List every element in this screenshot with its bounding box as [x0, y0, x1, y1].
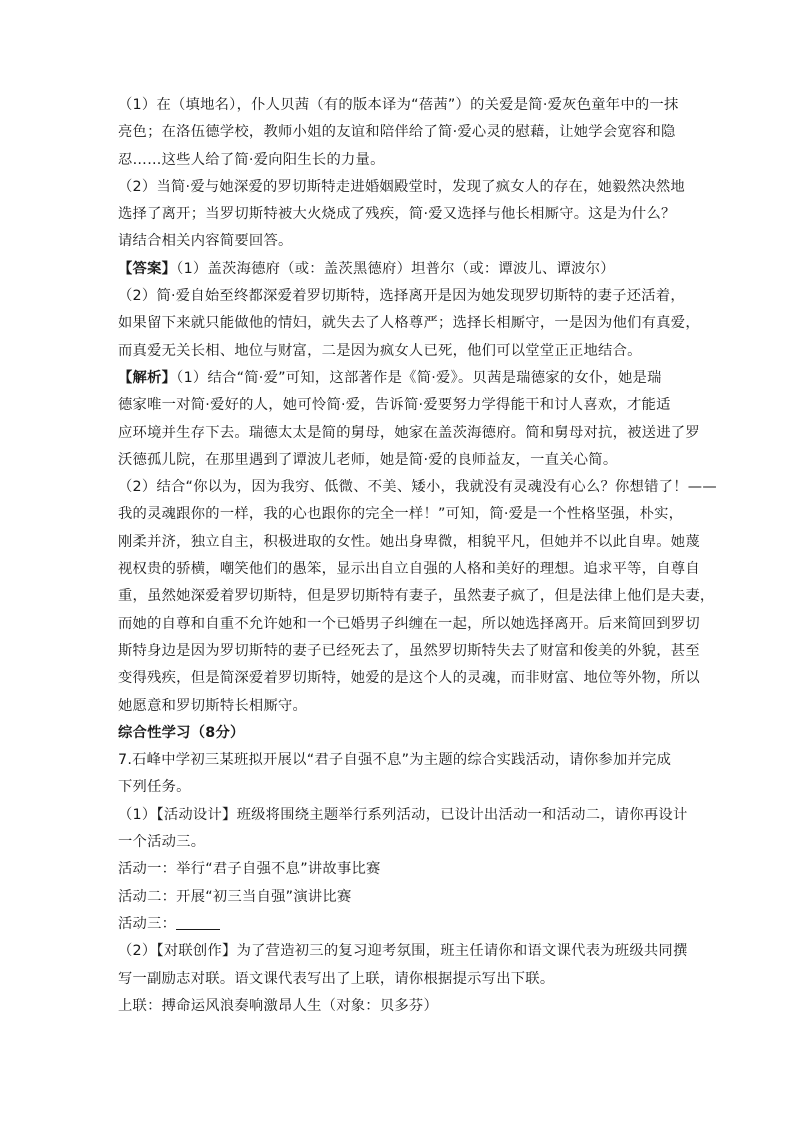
answer-line: 而真爱无关长相、地位与财富，二是因为疯女人已死，他们可以堂堂正正地结合。: [118, 342, 642, 359]
document-page: [118, 92, 717, 1020]
answer-line: [118, 256, 678, 283]
analysis-line: 刚柔并济，独立自主，积极进取的女性。她出身卑微，相貌平凡，但她并不以此自卑。她蔑: [118, 533, 700, 550]
analysis-line: 她愿意和罗切斯特长相厮守。: [118, 697, 308, 714]
analysis-line: 沃德孤儿院，在那里遇到了谭波儿老师，她是简·爱的良师益友，一直关心简。: [118, 451, 618, 468]
analysis-line: 变得残疾，但是简深爱着罗切斯特，她爱的是这个人的灵魂，而非财富、地位等外物，所以: [118, 670, 700, 687]
analysis-label: 【解析】: [118, 369, 177, 386]
analysis-text: （1）结合“简·爱”可知，这部著作是《简·爱》。贝茜是瑞德家的女仆，她是瑞: [176, 369, 662, 386]
q7-part1-line: （1）【活动设计】班级将围绕主题举行系列活动，已设计出活动一和活动二，请你再设计: [118, 806, 688, 823]
answer-label: 【答案】: [118, 260, 177, 277]
answer-blank: [176, 915, 220, 930]
q6-part1-line: 忍……这些人给了简·爱向阳生长的力量。: [118, 151, 385, 168]
analysis-line: 而她的自尊和自重不允许她和一个已婚男子纠缠在一起，所以她选择离开。后来简回到罗切: [118, 615, 700, 632]
q7-part2-line: （2）【对联创作】为了营造初三的复习迎考氛围，班主任请你和语文课代表为班级共同撰: [118, 943, 688, 960]
analysis-line: 我的灵魂跟你的一样，我的心也跟你的完全一样！”可知，简·爱是一个性格坚强，朴实，: [118, 506, 684, 523]
answer-line: （2）简·爱自始至终都深爱着罗切斯特，选择离开是因为她发现罗切斯特的妻子还活着，: [118, 288, 685, 305]
analysis-line: 重，虽然她深爱着罗切斯特，但是罗切斯特有妻子，虽然妻子疯了，但是法律上他们是夫妻，: [118, 588, 715, 605]
answer-line: 如果留下来就只能做他的情妇，就失去了人格尊严；选择长相厮守，一是因为他们有真爱，: [118, 315, 700, 332]
q6-part2-line: （2）当简·爱与她深爱的罗切斯特走进婚姻殿堂时，发现了疯女人的存在，她毅然决然地: [118, 178, 685, 195]
q7-part1-line: 一个活动三。: [118, 834, 206, 851]
q7-part2-line: 写一副励志对联。语文课代表写出了上联，请你根据提示写出下联。: [118, 970, 555, 987]
analysis-line: （2）结合“你以为，因为我穷、低微、不美、矮小，我就没有灵魂没有心么？你想错了！——: [118, 479, 717, 496]
q6-part1-line: （1）在（填地名），仆人贝茜（有的版本译为“蓓茜”）的关爱是简·爱灰色童年中的一抹: [118, 97, 679, 113]
analysis-line: [118, 365, 678, 392]
q6-part1-line: 亮色；在洛伍德学校，教师小姐的友谊和陪伴给了简·爱心灵的慰藉，让她学会宽容和隐: [118, 124, 676, 141]
q7-intro-line: 7.石峰中学初三某班拟开展以“君子自强不息”为主题的综合实践活动，请你参加并完成: [118, 752, 672, 769]
activity-three: [118, 911, 678, 938]
activity-one: 活动一：举行“君子自强不息”讲故事比赛: [118, 861, 381, 878]
q6-part2-line: 请结合相关内容简要回答。: [118, 233, 293, 250]
activity-two: 活动二：开展“初三当自强”演讲比赛: [118, 888, 352, 905]
answer-text: （1）盖茨海德府（或：盖茨黑德府）坦普尔（或：谭波儿、谭波尔）: [176, 260, 615, 277]
q7-intro-line: 下列任务。: [118, 779, 191, 796]
analysis-line: 德家唯一对简·爱好的人，她可怜简·爱，告诉简·爱要努力学得能干和讨人喜欢，才能适: [118, 397, 671, 414]
section-title: 综合性学习（8分）: [118, 724, 245, 741]
activity-three-label: 活动三：: [118, 915, 177, 932]
q6-part2-line: 选择了离开；当罗切斯特被大火烧成了残疾，简·爱又选择与他长相厮守。这是为什么？: [118, 206, 676, 223]
analysis-line: 斯特身边是因为罗切斯特的妻子已经死去了，虽然罗切斯特失去了财富和俊美的外貌，甚至: [118, 642, 700, 659]
analysis-line: 视权贵的骄横，嘲笑他们的愚笨，显示出自立自强的人格和美好的理想。追求平等，自尊自: [118, 561, 700, 578]
couplet-line: 上联：搏命运风浪奏响激昂人生（对象：贝多芬）: [118, 997, 439, 1014]
analysis-line: 应环境并生存下去。瑞德太太是简的舅母，她家在盖茨海德府。简和舅母对抗，被送进了罗: [118, 424, 700, 441]
